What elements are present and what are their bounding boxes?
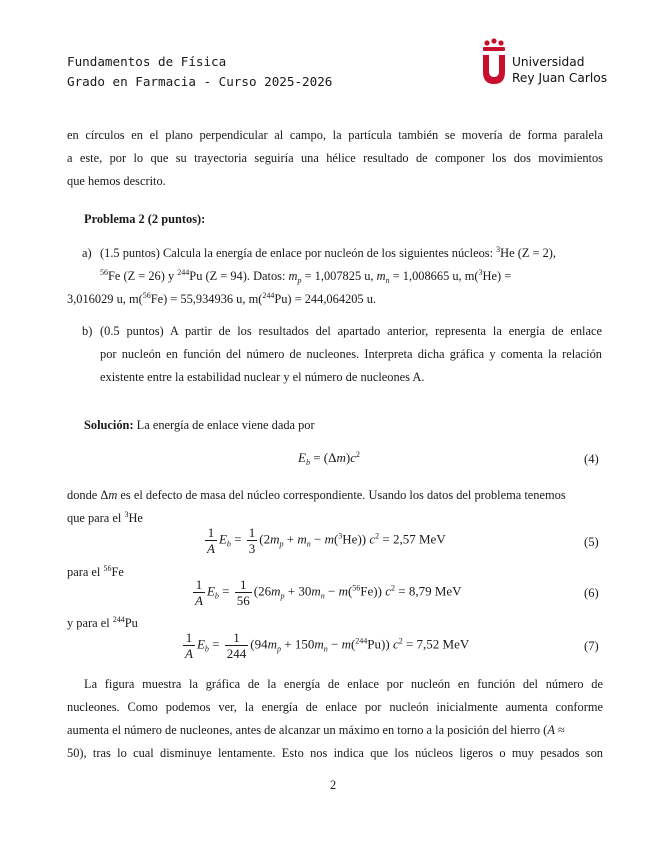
equation-5: $\frac{1}{A}$ $E_b$ = $\frac{1}{3}$ $(2m_p + m_n - m(^3He)) c^2 = 2,57$ MeV bbox=[207, 525, 446, 556]
equation-6-number: (6) bbox=[584, 586, 599, 600]
item-b-text: (0.5 puntos) A partir de los resultados del apartado anterior, representa la energía de enlace por nucleón en función del número de nucleones. Interpreta dicha gráfica y comenta la relación existente entre la estabilidad nuclear y el número de nucleones A. bbox=[100, 324, 602, 384]
mass-defect-text: donde Δm es el defecto de masa del núcleo correspondiente. Usando los datos del problema tenemos que para el $^3$He bbox=[67, 488, 566, 525]
problem-title: Problema 2 (2 puntos): bbox=[84, 212, 206, 226]
university-logo bbox=[479, 38, 619, 88]
for-fe-label: para el $^{56}$Fe bbox=[67, 564, 124, 579]
for-pu-label: y para el $^{244}$Pu bbox=[67, 615, 138, 630]
solution-intro: Solución: La energía de enlace viene dada por bbox=[84, 418, 315, 432]
equation-6: $\frac{1}{A}$ $E_b$ = $\frac{1}{56}$ $(26m_p + 30m_n - m(^{56}Fe)) c^2 = 8,79$ MeV bbox=[195, 577, 462, 608]
university-name: Universidad Rey Juan Carlos bbox=[512, 55, 608, 85]
equation-7-number: (7) bbox=[584, 639, 599, 653]
equation-5-number: (5) bbox=[584, 535, 599, 549]
degree-line: Grado en Farmacia - Curso 2025-2026 bbox=[67, 74, 333, 89]
intro-paragraph: en círculos en el plano perpendicular al campo, la partícula también se movería de forma paralela a este, por lo que su trayectoria seguiría una hélice resultado de componer los dos movimientos que hemos descrito. bbox=[67, 128, 603, 188]
item-a-text: (1.5 puntos) Calcula la energía de enlace por nucleón de los siguientes núcleos: $^3$He (Z = 2), $^{56}$Fe (Z = 26) y $^{244}$Pu (Z = 94). Datos: $m_p = 1,007825$ u, $m_n = 1,008665$ u, m($^3$He) = 3,016029 u, m($^{56}$Fe) = 55,934936 u, m($^{244}$Pu) = 244,064205 u. bbox=[67, 245, 556, 306]
equation-7: $\frac{1}{A}$ $E_b$ = $\frac{1}{244}$ $(94m_p + 150m_n - m(^{244}Pu)) c^2 = 7,52$ MeV bbox=[185, 630, 470, 661]
crown-u-icon bbox=[479, 38, 509, 86]
item-a-label: a) bbox=[82, 246, 92, 260]
page-number: 2 bbox=[330, 778, 337, 792]
document-header bbox=[67, 52, 332, 92]
equation-4: $E_b = (\Delta m)c^2$ bbox=[298, 450, 360, 467]
equation-4-number: (4) bbox=[584, 452, 599, 466]
closing-paragraph: La figura muestra la gráfica de la energía de enlace por nucleón en función del número de nucleones. Como podemos ver, la energía de enlace por nucleón inicialmente aumenta conforme aumenta el número de nucleones, antes de alcanzar un máximo en torno a la posición del hierro (A ≈ 50), tras lo cual disminuye lentamente. Esto nos indica que los núcleos ligeros o muy pesados son bbox=[67, 677, 603, 760]
course-title: Fundamentos de Física bbox=[67, 54, 227, 69]
item-b-label: b) bbox=[82, 324, 93, 338]
